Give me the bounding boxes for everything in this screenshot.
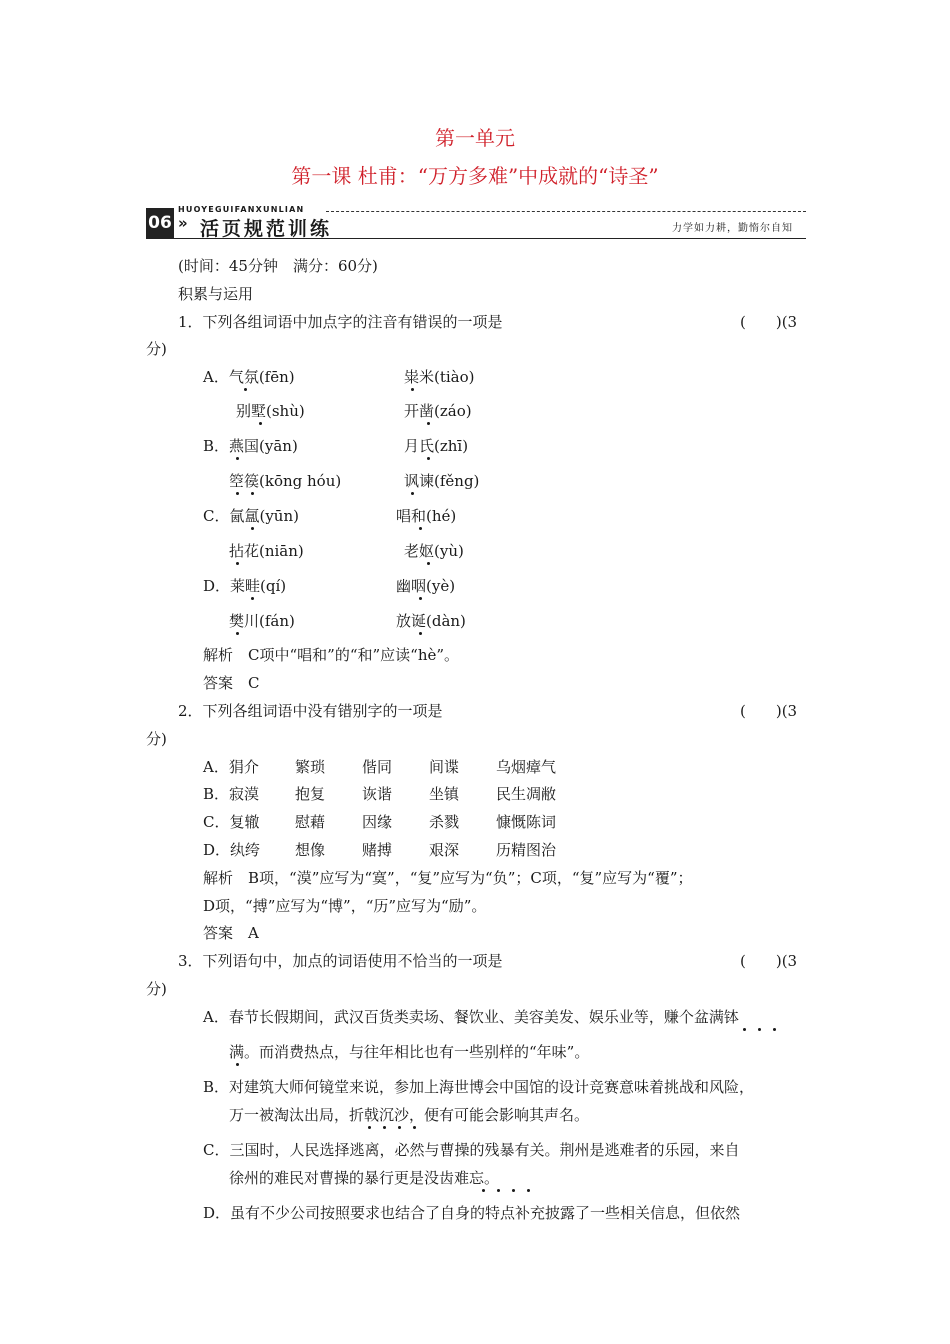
q1-option-a-2: 粜米(tiào) bbox=[404, 368, 475, 386]
q1-option-b-3: 箜篌(kōng hóu) bbox=[229, 472, 342, 490]
q1-score-tail: 分) bbox=[146, 340, 167, 358]
emphasis-dot bbox=[236, 1063, 239, 1066]
emphasis-dot bbox=[743, 1028, 746, 1031]
q2-row-c-3: 杀戮 bbox=[429, 813, 460, 831]
emphasis-dot bbox=[236, 632, 239, 635]
q2-answer-blank: ( )(3 bbox=[740, 702, 798, 720]
emphasis-dot bbox=[411, 388, 414, 391]
banner-label: 活页规范训练 bbox=[200, 218, 333, 240]
q2-answer: 答案 A bbox=[203, 924, 259, 942]
q2-row-d-1: 想像 bbox=[295, 841, 326, 859]
q3-answer-blank: ( )(3 bbox=[740, 952, 798, 970]
emphasis-dot bbox=[527, 1189, 530, 1192]
emphasis-dot bbox=[497, 1189, 500, 1192]
q2-row-d-4: 历精图治 bbox=[496, 841, 557, 859]
emphasis-dot bbox=[419, 597, 422, 600]
banner-pinyin: HUOYEGUIFANXUNLIAN bbox=[178, 205, 305, 214]
emphasis-dot bbox=[398, 1126, 401, 1129]
q1-option-a-3: 别墅(shù) bbox=[236, 402, 305, 420]
emphasis-dot bbox=[419, 632, 422, 635]
q2-row-b-1: 抱复 bbox=[295, 785, 326, 803]
q2-row-a-3: 间谍 bbox=[429, 758, 460, 776]
lesson-title: 第一课 杜甫：“万方多难”中成就的“诗圣” bbox=[291, 164, 659, 188]
q3-option-a-line1: A．春节长假期间，武汉百货类卖场、餐饮业、美容美发、娱乐业等，赚个盆满钵 bbox=[203, 1008, 739, 1026]
emphasis-dot bbox=[427, 457, 430, 460]
q3-option-b-line2: 万一被淘汰出局，折戟沉沙，便有可能会影响其声名。 bbox=[229, 1106, 590, 1124]
time-score: (时间：45分钟 满分：60分) bbox=[178, 257, 378, 275]
section-heading: 积累与运用 bbox=[178, 285, 254, 303]
q3-score-tail: 分) bbox=[146, 980, 167, 998]
q2-analysis-line1: 解析 B项，“漠”应写为“寞”，“复”应写为“负”；C项，“复”应写为“覆”； bbox=[203, 869, 693, 887]
q1-option-d-3: 樊川(fán) bbox=[229, 612, 295, 630]
q2-row-a-0: A．狷介 bbox=[203, 758, 259, 776]
q3-option-c-line2: 徐州的难民对曹操的暴行更是没齿难忘。 bbox=[229, 1169, 500, 1187]
q1-option-c-3: 拈花(niān) bbox=[229, 542, 304, 560]
emphasis-dot bbox=[512, 1189, 515, 1192]
q1-option-a-4: 开凿(záo) bbox=[404, 402, 472, 420]
emphasis-dot bbox=[419, 527, 422, 530]
emphasis-dot bbox=[427, 422, 430, 425]
emphasis-dot bbox=[427, 562, 430, 565]
q1-option-d-1: D．莱畦(qí) bbox=[203, 577, 287, 595]
q3-option-a-line2: 满。而消费热点，与往年相比也有一些别样的“年味”。 bbox=[229, 1043, 590, 1061]
q2-row-a-4: 乌烟瘴气 bbox=[496, 758, 557, 776]
banner-dash-divider bbox=[326, 211, 806, 212]
q2-score-tail: 分) bbox=[146, 730, 167, 748]
emphasis-dot bbox=[251, 597, 254, 600]
emphasis-dot bbox=[236, 562, 239, 565]
emphasis-dot bbox=[251, 527, 254, 530]
q2-row-b-3: 坐镇 bbox=[429, 785, 460, 803]
q1-option-b-4: 讽谏(fěng) bbox=[404, 472, 480, 490]
q2-row-b-4: 民生凋敝 bbox=[496, 785, 557, 803]
q1-option-c-4: 老妪(yù) bbox=[404, 542, 464, 560]
q1-answer: 答案 C bbox=[203, 674, 260, 692]
emphasis-dot bbox=[413, 1126, 416, 1129]
q2-row-b-0: B．寂漠 bbox=[203, 785, 260, 803]
q3-option-d-line1: D．虽有不少公司按照要求也结合了自身的特点补充披露了一些相关信息，但依然 bbox=[203, 1204, 741, 1222]
emphasis-dot bbox=[368, 1126, 371, 1129]
chevron-right-icon: » bbox=[178, 214, 188, 232]
emphasis-dot bbox=[411, 492, 414, 495]
banner-underline bbox=[146, 238, 806, 239]
q2-row-d-3: 艰深 bbox=[429, 841, 460, 859]
q2-row-c-1: 慰藉 bbox=[295, 813, 326, 831]
emphasis-dot bbox=[236, 492, 239, 495]
q3-stem: 3．下列语句中，加点的词语使用不恰当的一项是 bbox=[178, 952, 503, 970]
unit-title: 第一单元 bbox=[435, 126, 515, 150]
q1-option-b-2: 月氏(zhī) bbox=[404, 437, 469, 455]
q1-option-d-4: 放诞(dàn) bbox=[396, 612, 466, 630]
emphasis-dot bbox=[244, 388, 247, 391]
q2-stem: 2．下列各组词语中没有错别字的一项是 bbox=[178, 702, 443, 720]
q1-option-d-2: 幽咽(yè) bbox=[396, 577, 456, 595]
q1-option-a-1: A．气氛(fēn) bbox=[203, 368, 295, 386]
emphasis-dot bbox=[773, 1028, 776, 1031]
q1-answer-blank: ( )(3 bbox=[740, 313, 798, 331]
q1-analysis: 解析 C项中“唱和”的“和”应读“hè”。 bbox=[203, 646, 460, 664]
emphasis-dot bbox=[758, 1028, 761, 1031]
q2-row-a-1: 繁琐 bbox=[295, 758, 326, 776]
q1-stem: 1．下列各组词语中加点字的注音有错误的一项是 bbox=[178, 313, 503, 331]
q2-row-d-0: D．纨绔 bbox=[203, 841, 261, 859]
emphasis-dot bbox=[482, 1189, 485, 1192]
banner-number-badge: 06 bbox=[146, 208, 174, 238]
emphasis-dot bbox=[383, 1126, 386, 1129]
emphasis-dot bbox=[259, 422, 262, 425]
banner-motto: 力学如力耕，勤惰尔自知 bbox=[672, 223, 793, 234]
q2-analysis-line2: D项，“搏”应写为“博”，“历”应写为“励”。 bbox=[203, 897, 487, 915]
q2-row-b-2: 诙谐 bbox=[362, 785, 393, 803]
q1-option-c-1: C．氤氲(yūn) bbox=[203, 507, 299, 525]
q3-option-b-line1: B．对建筑大师何镜堂来说，参加上海世博会中国馆的设计竞赛意味着挑战和风险， bbox=[203, 1078, 755, 1096]
q2-row-c-4: 慷慨陈词 bbox=[496, 813, 557, 831]
q2-row-c-0: C．复辙 bbox=[203, 813, 260, 831]
q2-row-c-2: 因缘 bbox=[362, 813, 393, 831]
q1-option-c-2: 唱和(hé) bbox=[396, 507, 457, 525]
q3-option-c-line1: C．三国时，人民选择逃离，必然与曹操的残暴有关。荆州是逃难者的乐园，来自 bbox=[203, 1141, 740, 1159]
emphasis-dot bbox=[251, 492, 254, 495]
q2-row-a-2: 偕同 bbox=[362, 758, 393, 776]
q2-row-d-2: 赌搏 bbox=[362, 841, 393, 859]
emphasis-dot bbox=[236, 457, 239, 460]
q1-option-b-1: B．燕国(yān) bbox=[203, 437, 298, 455]
